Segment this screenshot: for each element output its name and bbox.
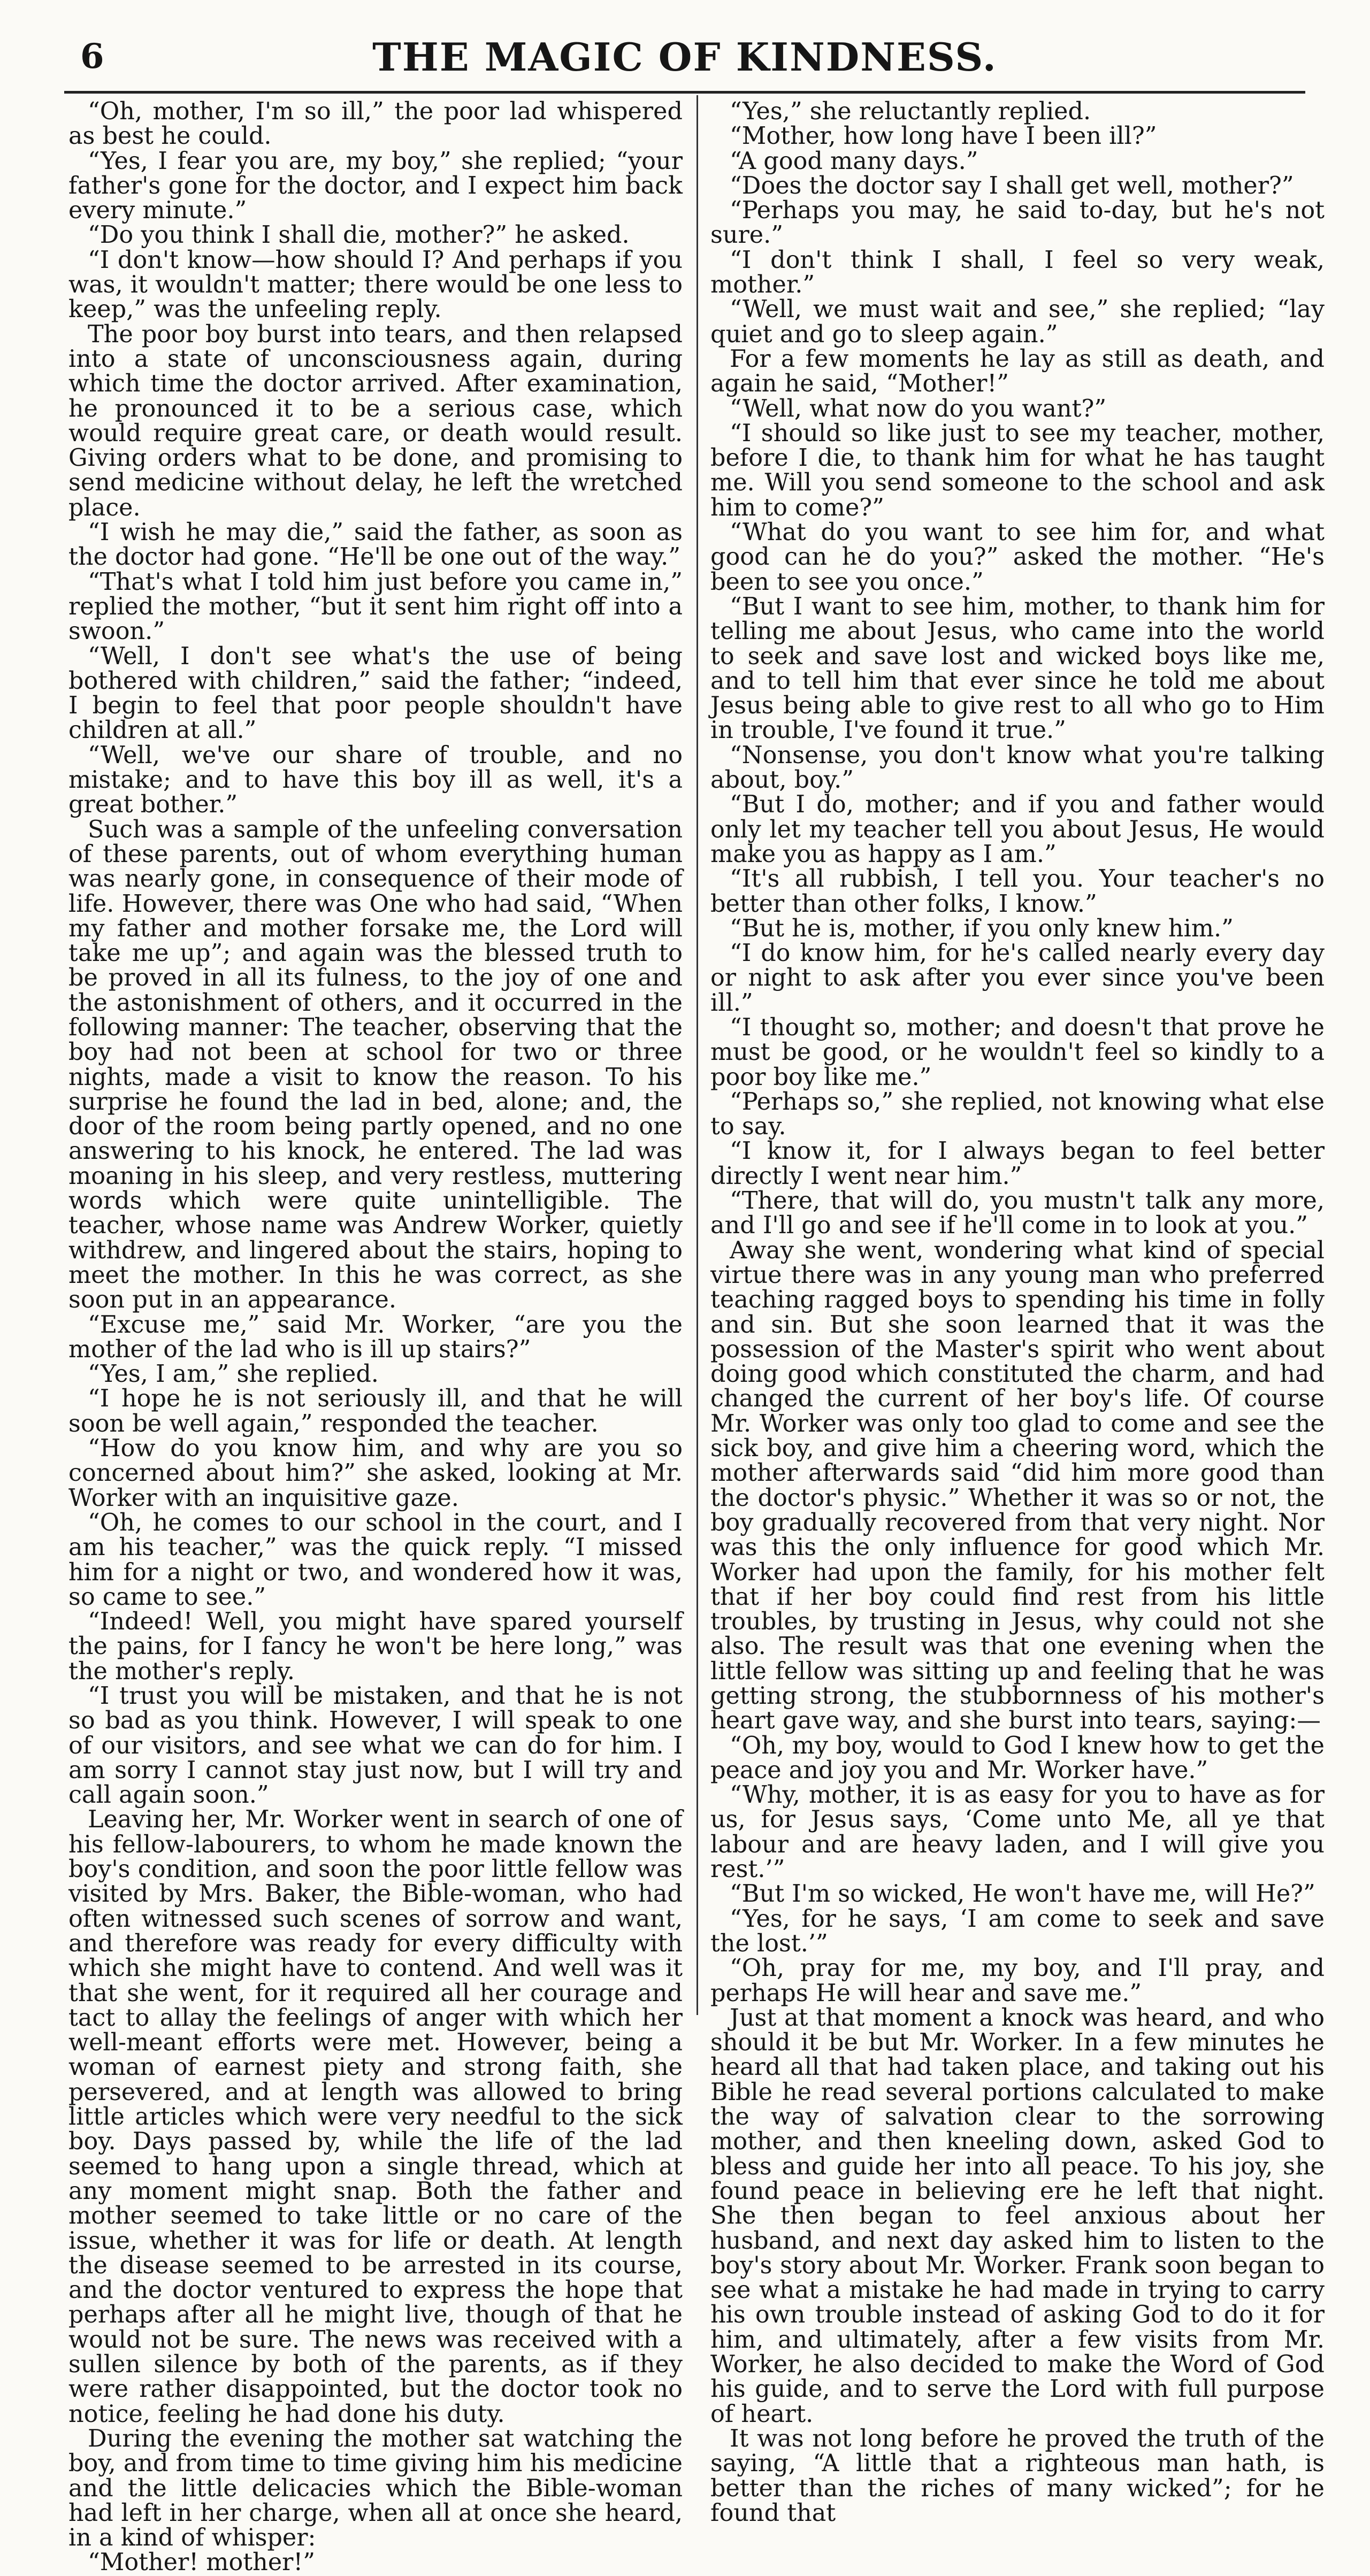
paragraph: “Excuse me,” said Mr. Worker, “are you the mother of the lad who is ill up stairs?” <box>68 1311 683 1363</box>
paragraph: “Oh, mother, I'm so ill,” the poor lad whispered as best he could. <box>68 98 683 150</box>
paragraph: Such was a sample of the unfeeling conversation of these parents, out of whom everything human was nearly gone, in consequence of their mode of life. However, there was One who had said, “When my father and mother forsake me, the Lord will take me up”; and again was the blessed truth to be proved in all its fulness, to the joy of one and the astonishment of others, and it occurred in the following manner: The teacher, observing that the boy had not been at school for two or three nights, made a visit to know the reason. To his surprise he found the lad in bed, alone; and, the door of the room being partly opened, and no one answering to his knock, he entered. The lad was moaning in his sleep, and very restless, muttering words which were quite unintelligible. The teacher, whose name was Andrew Worker, quietly withdrew, and lingered about the stairs, hoping to meet the mother. In this he was correct, as she soon put in an appearance. <box>68 816 683 1314</box>
paragraph: “Why, mother, it is as easy for you to have as for us, for Jesus says, ‘Come unto Me, all ye that labour and are heavy laden, and I will give you rest.’” <box>710 1781 1325 1883</box>
paragraph: “Oh, he comes to our school in the court, and I am his teacher,” was the quick reply. “I missed him for a night or two, and wondered how it was, so came to see.” <box>68 1509 683 1611</box>
paragraph: “Well, we've our share of trouble, and no mistake; and to have this boy ill as well, it's a great bother.” <box>68 741 683 819</box>
page-number: 6 <box>80 36 104 76</box>
paragraph: Away she went, wondering what kind of special virtue there was in any young man who preferred teaching ragged boys to spending his time in folly and sin. But she soon learned that it was the possession of the Master's spirit who went about doing good which constituted the charm, and had changed the current of her boy's life. Of course Mr. Worker was only too glad to come and see the sick boy, and give him a cheering word, which the mother afterwards said “did him more good than the doctor's physic.” Whether it was so or not, the boy gradually recovered from that very night. Nor was this the only influence for good which Mr. Worker had upon the family, for his mother felt that if her boy could find rest from his little troubles, by trusting in Jesus, why could not she also. The result was that one evening when the little fellow was sitting up and feeling that he was getting strong, the stubbornness of his mother's heart gave way, and she burst into tears, saying:— <box>710 1236 1325 1735</box>
paragraph: It was not long before he proved the truth of the saying, “A little that a righteous man hath, is better than the riches of many wicked”; for he found that <box>710 2425 1325 2527</box>
paragraph: “Perhaps so,” she replied, not knowing what else to say. <box>710 1088 1325 1141</box>
paragraph: “I do know him, for he's called nearly every day or night to ask after you ever since you've been ill.” <box>710 940 1325 1017</box>
right-column <box>710 98 1325 2527</box>
paragraph: “Well, I don't see what's the use of being bothered with children,” said the father; “indeed, I begin to feel that poor people shouldn't have children at all.” <box>68 642 683 744</box>
paragraph: Just at that moment a knock was heard, and who should it be but Mr. Worker. In a few minutes he heard all that had taken place, and taking out his Bible he read several portions calculated to make the way of salvation clear to the sorrowing mother, and then kneeling down, asked God to bless and guide her into all peace. To his joy, she found peace in believing ere he left that night. She then began to feel anxious about her husband, and next day asked him to listen to the boy's story about Mr. Worker. Frank soon began to see what a mistake he had made in trying to carry his own trouble instead of asking God to do it for him, and ultimately, after a few visits from Mr. Worker, he also decided to make the Word of God his guide, and to serve the Lord with full purpose of heart. <box>710 2004 1325 2428</box>
paragraph: “Indeed! Well, you might have spared yourself the pains, for I fancy he won't be here long,” was the mother's reply. <box>68 1608 683 1685</box>
paragraph: For a few moments he lay as still as death, and again he said, “Mother!” <box>710 345 1325 398</box>
paragraph: During the evening the mother sat watching the boy, and from time to time giving him his medicine and the little delicacies which the Bible-woman had left in her charge, when all at once she heard, in a kind of whisper: <box>68 2425 683 2552</box>
paragraph: “I should so like just to see my teacher, mother, before I die, to thank him for what he has taught me. Will you send someone to the school and ask him to come?” <box>710 419 1325 521</box>
header-rule <box>64 91 1305 94</box>
paragraph: “Oh, my boy, would to God I knew how to get the peace and joy you and Mr. Worker have.” <box>710 1732 1325 1784</box>
paragraph: “Well, we must wait and see,” she replied; “lay quiet and go to sleep again.” <box>710 296 1325 348</box>
paragraph: “There, that will do, you mustn't talk any more, and I'll go and see if he'll come in to look at you.” <box>710 1187 1325 1240</box>
paragraph: The poor boy burst into tears, and then relapsed into a state of unconsciousness again, during which time the doctor arrived. After examination, he pronounced it to be a serious case, which would require great care, or death would result. Giving orders what to be done, and promising to send medicine without delay, he left the wretched place. <box>68 320 683 521</box>
paragraph: “Does the doctor say I shall get well, mother?” <box>730 172 1294 199</box>
paragraph: “Nonsense, you don't know what you're talking about, boy.” <box>710 741 1325 794</box>
paragraph: “But he is, mother, if you only knew him.” <box>730 914 1234 942</box>
paragraph: “How do you know him, and why are you so concerned about him?” she asked, looking at Mr. Worker with an inquisitive gaze. <box>68 1435 683 1512</box>
paragraph: “Yes, I fear you are, my boy,” she replied; “your father's gone for the doctor, and I expect him back every minute.” <box>68 147 683 225</box>
paragraph: “Oh, pray for me, my boy, and I'll pray, and perhaps He will hear and save me.” <box>710 1955 1325 2007</box>
paragraph: “It's all rubbish, I tell you. Your teacher's no better than other folks, I know.” <box>710 865 1325 918</box>
page-header <box>64 31 1305 90</box>
left-column <box>68 98 683 2576</box>
paragraph: “Perhaps you may, he said to-day, but he's not sure.” <box>710 197 1325 249</box>
paragraph: “Mother! mother!” <box>88 2549 316 2576</box>
paragraph: “I thought so, mother; and doesn't that prove he must be good, or he wouldn't feel so kindly to a poor boy like me.” <box>710 1013 1325 1091</box>
paragraph: Leaving her, Mr. Worker went in search of one of his fellow-labourers, to whom he made known the boy's condition, and soon the poor little fellow was visited by Mrs. Baker, the Bible-woman, who had often witnessed such scenes of sorrow and want, and therefore was ready for every difficulty with which she might have to contend. And well was it that she went, for it required all her courage and tact to allay the feelings of anger with which her well-meant efforts were met. However, being a woman of earnest piety and strong faith, she persevered, and at length was allowed to bring little articles which were very needful to the sick boy. Days passed by, while the life of the lad seemed to hang upon a single thread, which at any moment might snap. Both the father and mother seemed to take little or no care of the issue, whether it was for life or death. At length the disease seemed to be arrested in its course, and the doctor ventured to express the hope that perhaps after all he might live, though of that he would not be sure. The news was received with a sullen silence by both of the parents, as if they were rather disappointed, but the doctor took no notice, feeling he had done his duty. <box>68 1806 683 2428</box>
paragraph: “But I want to see him, mother, to thank him for telling me about Jesus, who came into the world to seek and save lost and wicked boys like me, and to tell him that ever since he told me about Jesus being able to give rest to all who go to Him in trouble, I've found it true.” <box>710 593 1325 744</box>
paragraph: “I don't think I shall, I feel so very weak, mother.” <box>710 246 1325 299</box>
paragraph: “What do you want to see him for, and what good can he do you?” asked the mother. “He's been to see you once.” <box>710 519 1325 596</box>
paragraph: “That's what I told him just before you came in,” replied the mother, “but it sent him right off into a swoon.” <box>68 568 683 645</box>
paragraph: “Do you think I shall die, mother?” he asked. <box>88 221 630 249</box>
paragraph: “I hope he is not seriously ill, and that he will soon be well again,” responded the teacher. <box>68 1385 683 1437</box>
paragraph: “Well, what now do you want?” <box>730 395 1107 422</box>
paragraph: “But I'm so wicked, He won't have me, will He?” <box>730 1880 1315 1908</box>
paragraph: “Mother, how long have I been ill?” <box>730 122 1157 150</box>
paragraph: “I know it, for I always began to feel better directly I went near him.” <box>710 1137 1325 1190</box>
paragraph: “I wish he may die,” said the father, as soon as the doctor had gone. “He'll be one out of the way.” <box>68 519 683 571</box>
paragraph: “Yes, I am,” she replied. <box>88 1360 379 1388</box>
paragraph: “I don't know—how should I? And perhaps if you was, it wouldn't matter; there would be one less to keep,” was the unfeeling reply. <box>68 246 683 324</box>
paragraph: “But I do, mother; and if you and father would only let my teacher tell you about Jesus, He would make you as happy as I am.” <box>710 791 1325 868</box>
paragraph: “I trust you will be mistaken, and that he is not so bad as you think. However, I will speak to one of our visitors, and see what we can do for him. I am sorry I cannot stay just now, but I will try and call again soon.” <box>68 1682 683 1809</box>
paragraph: “Yes, for he says, ‘I am come to seek and save the lost.’” <box>710 1905 1325 1957</box>
paragraph: “Yes,” she reluctantly replied. <box>730 98 1091 125</box>
paragraph: “A good many days.” <box>730 147 978 175</box>
running-title: THE MAGIC OF KINDNESS. <box>372 34 997 80</box>
column-divider <box>697 95 698 2015</box>
